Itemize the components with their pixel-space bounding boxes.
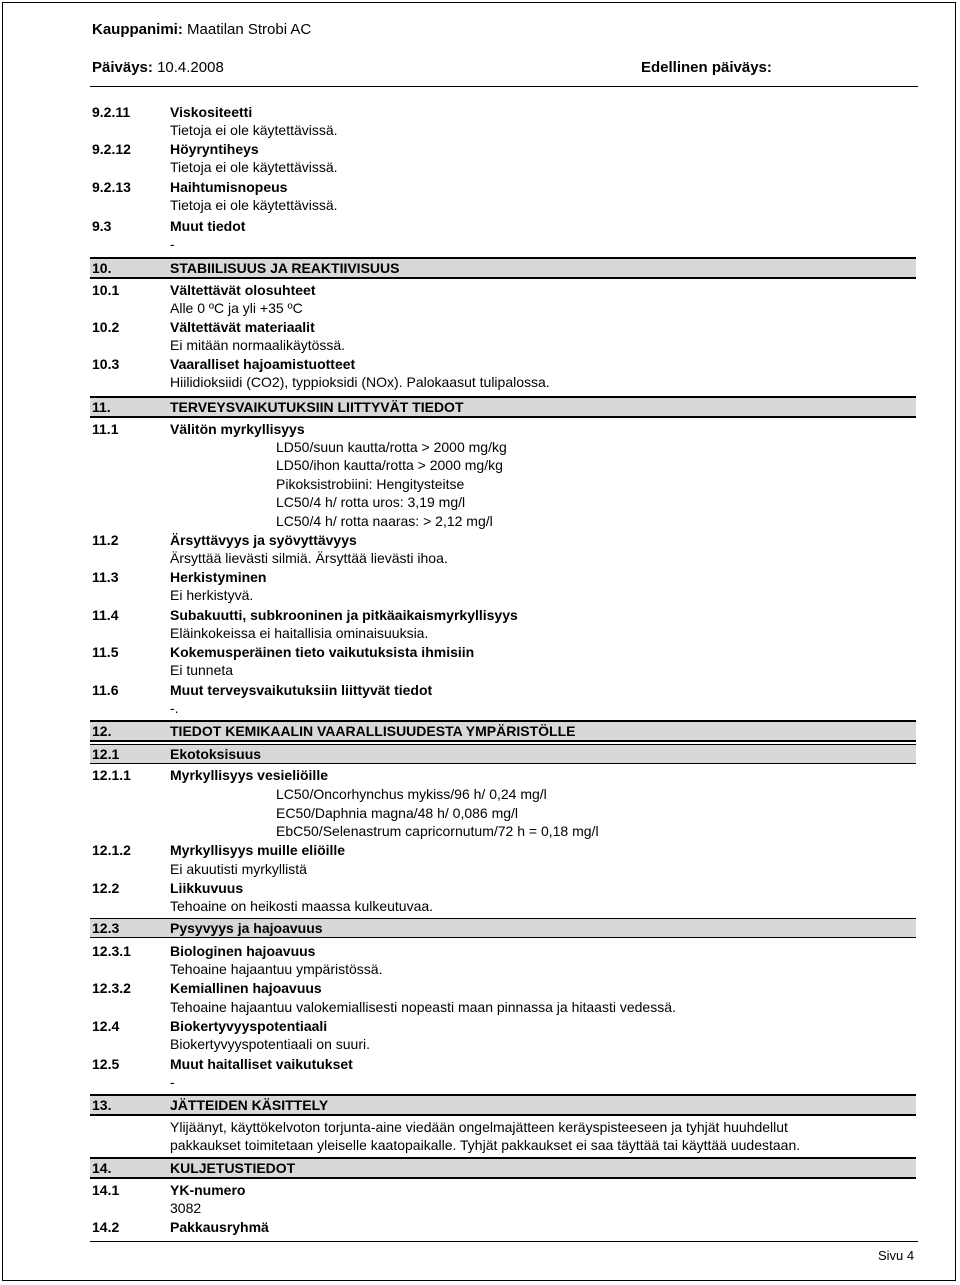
section-12-heading <box>90 720 916 742</box>
item-title: Haihtumisnopeus <box>170 179 288 195</box>
item-title: Subakuutti, subkrooninen ja pitkäaikaismyrkyllisyys <box>170 607 518 623</box>
item-number: 12.5 <box>92 1056 120 1072</box>
item-number: 11.5 <box>92 644 119 660</box>
item-text: Ei tunneta <box>170 662 234 678</box>
section-title: KULJETUSTIEDOT <box>170 1160 296 1176</box>
item-text: - <box>170 1074 175 1090</box>
item-title: Liikkuvuus <box>170 880 244 896</box>
date-value: 10.4.2008 <box>157 59 224 76</box>
item-title: Välitön myrkyllisyys <box>170 421 305 437</box>
subsection-title: Ekotoksisuus <box>170 746 262 762</box>
header-rule <box>90 86 918 87</box>
item-number: 11.3 <box>92 569 119 585</box>
item-title: Pakkausryhmä <box>170 1219 269 1235</box>
item-text: Tehoaine hajaantuu valokemiallisesti nopeasti maan pinnassa ja hitaasti vedessä. <box>170 999 676 1015</box>
item-text: Tehoaine hajaantuu ympäristössä. <box>170 961 383 977</box>
subsection-number: 12.1 <box>92 746 120 762</box>
section-title: STABIILISUUS JA REAKTIIVISUUS <box>170 260 400 276</box>
previous-date <box>641 59 772 77</box>
footer-rule <box>90 1241 918 1242</box>
company-value: Maatilan Strobi AC <box>187 21 312 38</box>
item-title: Myrkyllisyys vesieliöille <box>170 767 328 783</box>
section-14-heading <box>90 1157 916 1179</box>
item-text: Ei herkistyvä. <box>170 587 254 603</box>
section-11-heading <box>90 396 916 418</box>
section-title: TIEDOT KEMIKAALIN VAARALLISUUDESTA YMPÄRISTÖLLE <box>170 723 576 739</box>
item-title: Herkistyminen <box>170 569 267 585</box>
section-number: 11. <box>92 399 111 415</box>
item-title: Muut haitalliset vaikutukset <box>170 1056 353 1072</box>
item-title: Viskositeetti <box>170 104 253 120</box>
item-title: Ärsyttävyys ja syövyttävyys <box>170 532 357 548</box>
item-text: Tietoja ei ole käytettävissä. <box>170 159 338 175</box>
ecotox-value: EC50/Daphnia magna/48 h/ 0,086 mg/l <box>276 805 519 821</box>
item-text: Tietoja ei ole käytettävissä. <box>170 122 338 138</box>
item-title: Muut terveysvaikutuksiin liittyvät tiedot <box>170 682 433 698</box>
item-title: Kokemusperäinen tieto vaikutuksista ihmisiin <box>170 644 475 660</box>
item-text: Alle 0 ºC ja yli +35 ºC <box>170 300 303 316</box>
item-title: Vältettävät olosuhteet <box>170 282 316 298</box>
item-number: 12.4 <box>92 1018 120 1034</box>
item-number: 9.2.13 <box>92 179 131 195</box>
tox-value: LC50/4 h/ rotta naaras: > 2,12 mg/l <box>276 513 493 529</box>
disposal-text: Ylijäänyt, käyttökelvoton torjunta-aine viedään ongelmajätteen keräyspisteeseen ja tyhjät huuhdellut <box>170 1119 788 1135</box>
item-number: 10.2 <box>92 319 120 335</box>
item-number: 9.2.11 <box>92 104 131 120</box>
ecotox-value: EbC50/Selenastrum capricornutum/72 h = 0,18 mg/l <box>276 823 599 839</box>
tox-value: LC50/4 h/ rotta uros: 3,19 mg/l <box>276 494 466 510</box>
section-number: 14. <box>92 1160 112 1176</box>
item-text: - <box>170 236 175 252</box>
subsection-title: Pysyvyys ja hajoavuus <box>170 920 323 936</box>
item-text: -. <box>170 700 179 716</box>
tox-value: LD50/suun kautta/rotta > 2000 mg/kg <box>276 439 507 455</box>
page-border <box>2 2 956 1281</box>
item-title: Biologinen hajoavuus <box>170 943 316 959</box>
item-text: Tietoja ei ole käytettävissä. <box>170 197 338 213</box>
previous-date-label: Edellinen päiväys: <box>641 59 772 76</box>
item-number: 11.1 <box>92 421 119 437</box>
item-text: 3082 <box>170 1200 202 1216</box>
subsection-12-3-heading <box>90 918 916 938</box>
section-10-heading <box>90 257 916 279</box>
item-text: Ei mitään normaalikäytössä. <box>170 337 346 353</box>
item-text: Ärsyttää lievästi silmiä. Ärsyttää lievästi ihoa. <box>170 550 448 566</box>
item-title: Muut tiedot <box>170 218 246 234</box>
item-number: 10.3 <box>92 356 120 372</box>
ecotox-value: LC50/Oncorhynchus mykiss/96 h/ 0,24 mg/l <box>276 786 547 802</box>
section-number: 13. <box>92 1097 112 1113</box>
company-name <box>92 21 311 39</box>
item-number: 12.3.2 <box>92 980 131 996</box>
item-number: 12.2 <box>92 880 120 896</box>
item-text: Biokertyvyyspotentiaali on suuri. <box>170 1036 370 1052</box>
item-number: 12.1.1 <box>92 767 131 783</box>
item-number: 11.6 <box>92 682 119 698</box>
disposal-text: pakkaukset toimitetaan yleiselle kaatopaikalle. Tyhjät pakkaukset ei saa täyttää tai käyttää uudestaan. <box>170 1137 801 1153</box>
item-title: Vaaralliset hajoamistuotteet <box>170 356 356 372</box>
item-title: Biokertyvyyspotentiaali <box>170 1018 328 1034</box>
item-number: 9.2.12 <box>92 141 131 157</box>
subsection-12-1-heading <box>90 744 916 764</box>
tox-value: Pikoksistrobiini: Hengitysteitse <box>276 476 465 492</box>
section-title: TERVEYSVAIKUTUKSIIN LIITTYVÄT TIEDOT <box>170 399 464 415</box>
item-number: 12.3.1 <box>92 943 131 959</box>
item-number: 10.1 <box>92 282 120 298</box>
section-title: JÄTTEIDEN KÄSITTELY <box>170 1097 329 1113</box>
item-text: Hiilidioksiidi (CO2), typpioksidi (NOx). Palokaasut tulipalossa. <box>170 374 550 390</box>
section-13-heading <box>90 1094 916 1116</box>
tox-value: LD50/ihon kautta/rotta > 2000 mg/kg <box>276 457 503 473</box>
item-title: Höyryntiheys <box>170 141 259 157</box>
item-title: YK-numero <box>170 1182 246 1198</box>
date-label: Päiväys: <box>92 59 153 76</box>
subsection-number: 12.3 <box>92 920 120 936</box>
section-number: 10. <box>92 260 112 276</box>
item-text: Ei akuutisti myrkyllistä <box>170 861 307 877</box>
item-text: Eläinkokeissa ei haitallisia ominaisuuksia. <box>170 625 429 641</box>
company-label: Kauppanimi: <box>92 21 183 38</box>
item-number: 14.1 <box>92 1182 120 1198</box>
item-title: Kemiallinen hajoavuus <box>170 980 322 996</box>
page-number: Sivu 4 <box>878 1248 915 1263</box>
item-number: 14.2 <box>92 1219 120 1235</box>
item-number: 11.2 <box>92 532 119 548</box>
section-number: 12. <box>92 723 112 739</box>
item-number: 12.1.2 <box>92 842 131 858</box>
date <box>92 59 224 77</box>
item-title: Vältettävät materiaalit <box>170 319 315 335</box>
item-text: Tehoaine on heikosti maassa kulkeutuvaa. <box>170 898 434 914</box>
item-title: Myrkyllisyys muille eliöille <box>170 842 346 858</box>
item-number: 11.4 <box>92 607 119 623</box>
item-number: 9.3 <box>92 218 112 234</box>
